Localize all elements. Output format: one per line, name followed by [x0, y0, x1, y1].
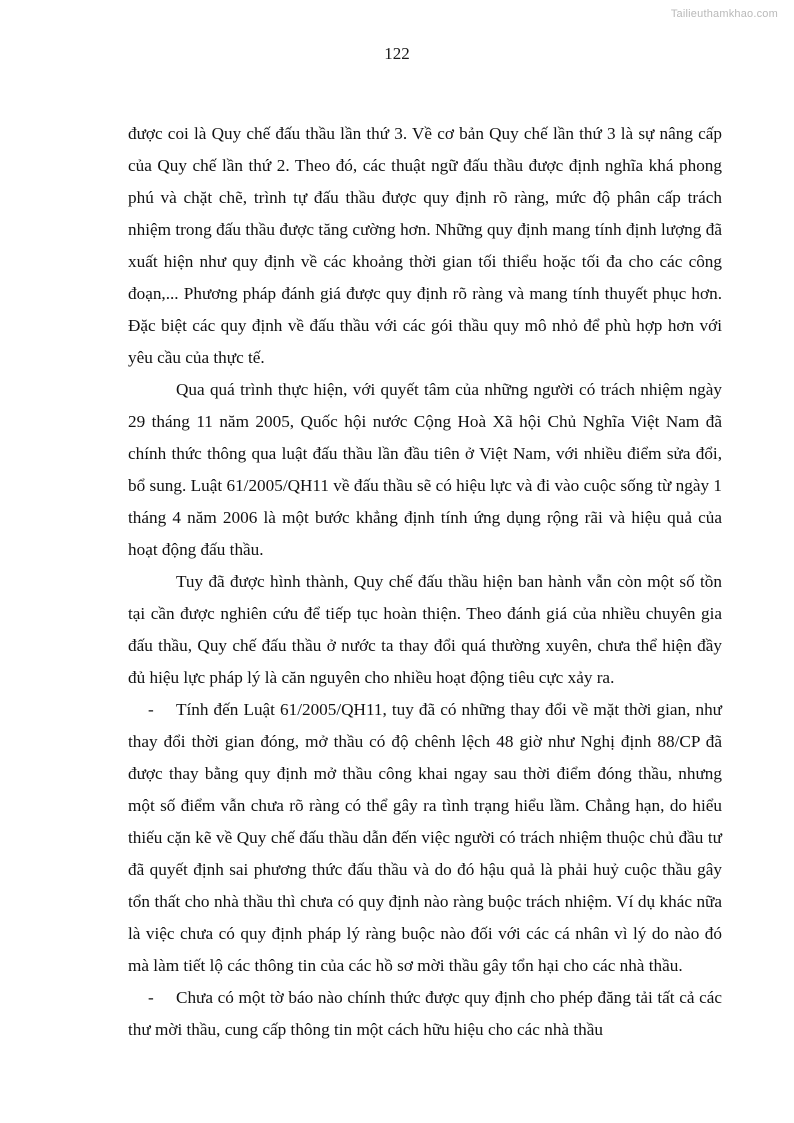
- bullet-text: Chưa có một tờ báo nào chính thức được quy định cho phép đăng tải tất cả các thư mời thầu, cung cấp thông tin một cách hữu hiệu cho các nhà thầu: [128, 988, 722, 1039]
- paragraph-2: Qua quá trình thực hiện, với quyết tâm của những người có trách nhiệm ngày 29 tháng 11 năm 2005, Quốc hội nước Cộng Hoà Xã hội Chủ Nghĩa Việt Nam đã chính thức thông qua luật đấu thầu lần đầu tiên ở Việt Nam, với nhiều điểm sửa đổi, bổ sung. Luật 61/2005/QH11 về đấu thầu sẽ có hiệu lực và đi vào cuộc sống từ ngày 1 tháng 4 năm 2006 là một bước khẳng định tính ứng dụng rộng rãi và hiệu quả của hoạt động đấu thầu.: [128, 380, 722, 559]
- bullet-marker: -: [148, 700, 154, 719]
- bullet-text: Tính đến Luật 61/2005/QH11, tuy đã có những thay đổi về mặt thời gian, như thay đổi thời gian đóng, mở thầu có độ chênh lệch 48 giờ như Nghị định 88/CP đã được thay bằng quy định mở thầu công khai ngay sau thời điểm đóng thầu, nhưng một số điểm vẫn chưa rõ ràng có thể gây ra tình trạng hiểu lầm. Chẳng hạn, do hiểu thiếu cặn kẽ về Quy chế đấu thầu dẫn đến việc người có trách nhiệm thuộc chủ đầu tư đã quyết định sai phương thức đấu thầu và do đó hậu quả là phải huỷ cuộc thầu gây tổn thất cho nhà thầu thì chưa có quy định nào ràng buộc trách nhiệm. Ví dụ khác nữa là việc chưa có quy định pháp lý ràng buộc nào đối với các cá nhân vì lý do nào đó mà làm tiết lộ các thông tin của các hồ sơ mời thầu gây tổn hại cho các nhà thầu.: [128, 700, 722, 975]
- bullet-marker: -: [148, 988, 154, 1007]
- page-number: 122: [384, 44, 410, 63]
- bullet-item-2: [128, 982, 722, 1046]
- paragraph-1: được coi là Quy chế đấu thầu lần thứ 3. Về cơ bản Quy chế lần thứ 3 là sự nâng cấp của Quy chế lần thứ 2. Theo đó, các thuật ngữ đấu thầu được định nghĩa khá phong phú và chặt chẽ, trình tự đấu thầu được quy định rõ ràng, mức độ phân cấp trách nhiệm trong đấu thầu được tăng cường hơn. Những quy định mang tính định lượng đã xuất hiện như quy định về các khoảng thời gian tối thiểu hoặc tối đa cho các công đoạn,... Phương pháp đánh giá được quy định rõ ràng và mang tính thuyết phục hơn. Đặc biệt các quy định về đấu thầu với các gói thầu quy mô nhỏ để phù hợp hơn với yêu cầu của thực tế.: [128, 124, 722, 367]
- paragraph-3: Tuy đã được hình thành, Quy chế đấu thầu hiện ban hành vẫn còn một số tồn tại cần được nghiên cứu để tiếp tục hoàn thiện. Theo đánh giá của nhiều chuyên gia đấu thầu, Quy chế đấu thầu ở nước ta thay đổi quá thường xuyên, chưa thể hiện đầy đủ hiệu lực pháp lý là căn nguyên cho nhiều hoạt động tiêu cực xảy ra.: [128, 572, 722, 687]
- document-body: [128, 118, 722, 1046]
- watermark-text: Tailieuthamkhao.com: [670, 8, 778, 20]
- bullet-item-1: [128, 694, 722, 982]
